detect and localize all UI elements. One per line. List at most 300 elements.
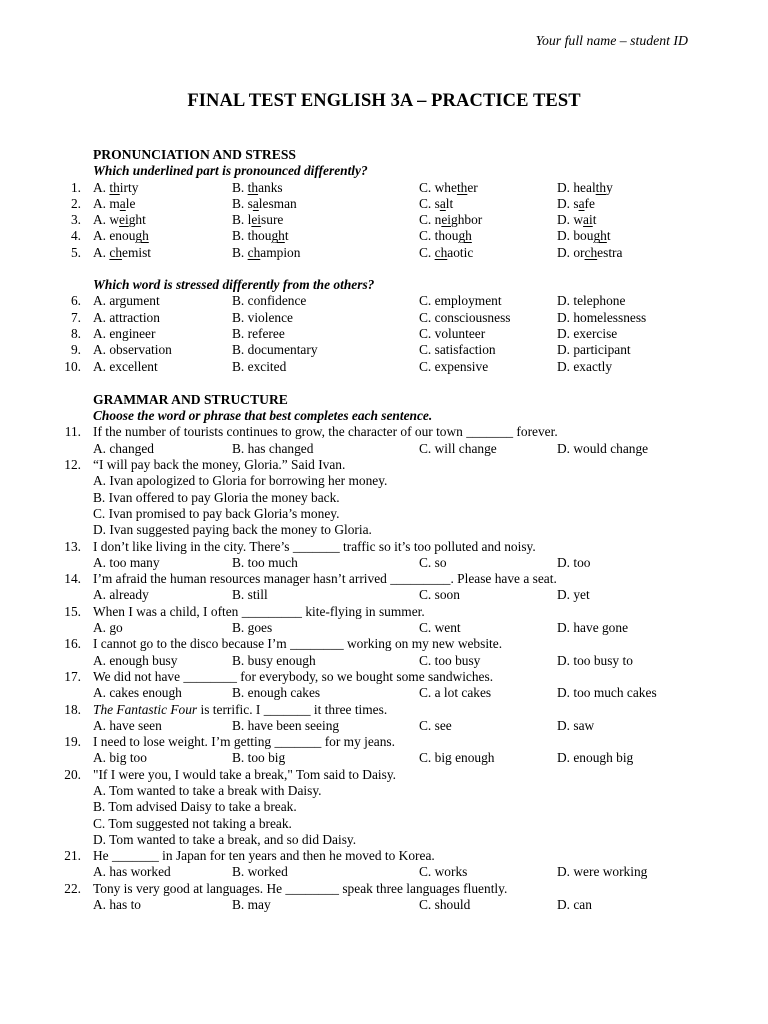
options-row	[0, 342, 768, 358]
options-row	[0, 897, 768, 913]
answer-option	[419, 864, 467, 880]
stem-text: We did not have ________ for everybody, so we bought some sandwiches.	[93, 668, 494, 684]
question-stem	[93, 669, 493, 685]
answer-option	[93, 441, 154, 457]
answer-option	[232, 718, 339, 734]
answer-option	[419, 750, 495, 766]
question-stem	[93, 457, 345, 473]
answer-option	[557, 310, 646, 326]
answer-option	[419, 196, 453, 212]
options-row	[0, 620, 768, 636]
answer-option	[557, 180, 613, 196]
option-text: C. should	[419, 897, 471, 913]
answer-option	[557, 326, 617, 342]
stem-text: I need to lose weight. I’m getting _______ for my jeans.	[93, 734, 395, 750]
answer-option	[419, 228, 472, 244]
option-text: C. volunteer	[419, 326, 486, 342]
underlined-part: ch	[434, 244, 448, 260]
stem-text: "If I were you, I would take a break," Tom said to Daisy.	[93, 766, 397, 782]
options-row	[0, 816, 768, 832]
question-stem	[93, 539, 536, 555]
italic-title: The Fantastic Four	[93, 701, 198, 717]
option-text: C. n	[419, 212, 442, 228]
answer-option	[419, 441, 497, 457]
question-stem	[93, 571, 557, 587]
answer-option	[557, 897, 592, 913]
option-text: A.	[93, 179, 110, 195]
option-text: A. attraction	[93, 309, 160, 325]
answer-option	[419, 342, 496, 358]
answer-option	[93, 326, 155, 342]
answer-option	[557, 245, 622, 261]
answer-option	[232, 245, 300, 261]
option-text: D. exactly	[557, 358, 613, 374]
answer-option	[557, 441, 648, 457]
question-number: 18.	[64, 701, 81, 717]
stem-text: When I was a child, I often _________ kite-flying in summer.	[93, 603, 425, 619]
answer-option	[557, 212, 596, 228]
option-text: A. engineer	[93, 326, 156, 342]
answer-option	[93, 555, 160, 571]
option-text: D. telephone	[557, 293, 626, 309]
answer-option	[232, 864, 288, 880]
options-row	[0, 359, 768, 375]
option-text: le	[125, 195, 136, 211]
option-text: D. homelessness	[557, 309, 647, 325]
answer-option	[557, 864, 647, 880]
option-text: D. participant	[557, 342, 631, 358]
option-text: B. thou	[232, 228, 272, 244]
answer-option	[93, 359, 158, 375]
question-number: 4.	[70, 228, 81, 244]
answer-option	[93, 653, 177, 669]
options-row	[0, 832, 768, 848]
option-text: C. went	[419, 620, 461, 636]
answer-option	[419, 310, 511, 326]
option-text: C. s	[419, 195, 440, 211]
test-content	[0, 146, 768, 913]
answer-option: C. Ivan promised to pay back Gloria’s money.	[93, 505, 340, 521]
stem-text: is terrific. I _______ it three times.	[197, 701, 388, 717]
option-text: C. big enough	[419, 750, 495, 766]
option-text: B. have been seeing	[232, 717, 340, 733]
option-text: D. would change	[557, 440, 649, 456]
option-text: estra	[597, 244, 623, 260]
answer-option: B. Ivan offered to pay Gloria the money back.	[93, 489, 340, 505]
answer-option	[232, 685, 320, 701]
answer-option	[93, 864, 171, 880]
stem-text: I cannot go to the disco because I’m ________ working on my new website.	[93, 636, 503, 652]
options-row	[0, 490, 768, 506]
options-row	[0, 555, 768, 571]
question-stem	[93, 604, 425, 620]
stem-text: Tony is very good at languages. He ________ speak three languages fluently.	[93, 880, 508, 896]
answer-option	[93, 587, 149, 603]
options-row	[0, 245, 768, 261]
underlined-part: th	[109, 179, 120, 195]
underlined-part: gh	[135, 228, 149, 244]
option-text: D. enough big	[557, 750, 634, 766]
option-text: A. enough busy	[93, 652, 178, 668]
option-text: B. l	[232, 212, 252, 228]
option-text: D. saw	[557, 717, 595, 733]
answer-option	[93, 180, 138, 196]
option-text: D. heal	[557, 179, 596, 195]
stem-text: If the number of tourists continues to grow, the character of our town _______ forever.	[93, 424, 558, 440]
option-text: B. worked	[232, 864, 288, 880]
question-number: 17.	[64, 668, 81, 684]
answer-option	[232, 228, 289, 244]
underlined-part: ei	[441, 212, 451, 228]
underlined-part: a	[252, 195, 259, 211]
question-number: 9.	[70, 342, 81, 358]
question-number: 3.	[70, 212, 81, 228]
answer-option: B. Tom advised Daisy to take a break.	[93, 799, 297, 815]
answer-option	[232, 897, 271, 913]
question-stem-row	[0, 767, 768, 783]
question-number: 6.	[70, 293, 81, 309]
option-text: B. has changed	[232, 440, 314, 456]
answer-option	[93, 196, 135, 212]
option-text: D. can	[557, 897, 592, 913]
option-text: D. w	[557, 212, 584, 228]
answer-option	[93, 342, 172, 358]
question-stem-row	[0, 848, 768, 864]
option-text: B.	[232, 244, 248, 260]
answer-option	[557, 555, 590, 571]
question-stem	[93, 424, 558, 440]
question-number: 19.	[64, 734, 81, 750]
options-row	[0, 441, 768, 457]
answer-option	[93, 310, 160, 326]
answer-option	[232, 310, 293, 326]
option-text: A. changed	[93, 440, 154, 456]
option-text: t	[592, 212, 597, 228]
option-text: C. too busy	[419, 652, 481, 668]
answer-option	[232, 587, 268, 603]
answer-option	[419, 359, 488, 375]
option-text: ampion	[260, 244, 301, 260]
options-row	[0, 587, 768, 603]
underlined-part: a	[578, 195, 585, 211]
answer-option	[419, 293, 502, 309]
option-text: B. violence	[232, 309, 293, 325]
option-text: D. bou	[557, 228, 594, 244]
option-text: A. already	[93, 587, 149, 603]
option-text: ght	[128, 212, 146, 228]
options-row	[0, 685, 768, 701]
answer-option	[557, 653, 633, 669]
answer-option	[93, 685, 182, 701]
answer-option	[232, 441, 313, 457]
answer-option	[419, 587, 460, 603]
option-text: C. consciousness	[419, 309, 511, 325]
option-text: B. still	[232, 587, 268, 603]
underlined-part: ai	[583, 212, 593, 228]
options-row	[0, 180, 768, 196]
options-row	[0, 310, 768, 326]
answer-option	[557, 685, 657, 701]
options-row	[0, 293, 768, 309]
stem-text: “I will pay back the money, Gloria.” Said Ivan.	[93, 457, 346, 473]
answer-option	[232, 359, 286, 375]
question-number: 13.	[64, 538, 81, 554]
options-row	[0, 783, 768, 799]
question-stem-row	[0, 734, 768, 750]
answer-option	[93, 620, 123, 636]
underlined-part: gh	[271, 228, 285, 244]
option-text: C. works	[419, 864, 468, 880]
answer-option	[232, 750, 285, 766]
option-text: C. thou	[419, 228, 459, 244]
option-text: B. busy enough	[232, 652, 316, 668]
option-text: t	[606, 228, 611, 244]
option-text: A. too many	[93, 554, 160, 570]
option-text: fe	[584, 195, 595, 211]
options-row	[0, 718, 768, 734]
answer-option: D. Ivan suggested paying back the money to Gloria.	[93, 522, 372, 538]
option-text: C. satisfaction	[419, 342, 496, 358]
option-text: er	[467, 179, 478, 195]
answer-option: C. Tom suggested not taking a break.	[93, 815, 292, 831]
answer-option	[557, 718, 594, 734]
options-row	[0, 212, 768, 228]
underlined-part: ei	[251, 212, 262, 228]
underlined-part: a	[439, 195, 446, 211]
question-number: 12.	[64, 457, 81, 473]
answer-option	[557, 620, 628, 636]
options-row	[0, 196, 768, 212]
answer-option	[557, 196, 595, 212]
underlined-part: a	[119, 195, 126, 211]
underlined-part: ch	[584, 244, 598, 260]
option-text: B. confidence	[232, 293, 307, 309]
option-text: A. enou	[93, 228, 136, 244]
option-text: A. has worked	[93, 864, 171, 880]
question-stem	[93, 848, 435, 864]
options-row	[0, 864, 768, 880]
underlined-part: gh	[593, 228, 607, 244]
option-text: A. m	[93, 195, 120, 211]
answer-option: D. Tom wanted to take a break, and so did Daisy.	[93, 831, 357, 847]
option-text: D. yet	[557, 587, 590, 603]
options-row	[0, 473, 768, 489]
question-stem	[93, 636, 502, 652]
option-text: B. s	[232, 195, 253, 211]
question-number: 10.	[64, 358, 81, 374]
underlined-part: ei	[119, 212, 129, 228]
answer-option	[557, 342, 631, 358]
option-text: C. will change	[419, 440, 497, 456]
option-text: A. go	[93, 620, 123, 636]
underlined-part: ch	[247, 244, 261, 260]
answer-option	[232, 342, 318, 358]
answer-option	[419, 718, 452, 734]
question-stem	[93, 881, 507, 897]
option-text: B.	[232, 179, 248, 195]
page-title: FINAL TEST ENGLISH 3A – PRACTICE TEST	[187, 91, 581, 111]
question-number: 20.	[64, 766, 81, 782]
option-text: C.	[419, 244, 435, 260]
answer-option	[419, 897, 470, 913]
option-text: B. too much	[232, 554, 298, 570]
answer-option	[557, 293, 625, 309]
answer-option	[419, 685, 491, 701]
answer-option	[232, 212, 283, 228]
answer-option	[419, 212, 482, 228]
option-text: A. argument	[93, 293, 160, 309]
option-text: C. see	[419, 717, 452, 733]
answer-option	[557, 750, 633, 766]
answer-option	[557, 228, 611, 244]
answer-option	[419, 180, 478, 196]
option-text: C. whe	[419, 179, 457, 195]
option-text: ghbor	[451, 212, 483, 228]
question-number: 22.	[64, 880, 81, 896]
option-text: B. documentary	[232, 342, 318, 358]
question-stem-row	[0, 702, 768, 718]
option-text: A. have seen	[93, 717, 162, 733]
answer-option	[93, 897, 141, 913]
instruction-text: Choose the word or phrase that best completes each sentence.	[93, 407, 433, 423]
option-text: B. too big	[232, 750, 286, 766]
answer-option	[232, 326, 285, 342]
question-stem	[93, 767, 396, 783]
stem-text: He _______ in Japan for ten years and then he moved to Korea.	[93, 848, 435, 864]
answer-option	[93, 228, 149, 244]
options-row	[0, 799, 768, 815]
student-name-line: Your full name – student ID	[535, 33, 688, 48]
question-stem-row	[0, 457, 768, 473]
instruction-text: Which underlined part is pronounced differently?	[93, 163, 368, 178]
answer-option	[419, 555, 447, 571]
question-stem-row	[0, 571, 768, 587]
option-text: lt	[445, 195, 454, 211]
answer-option	[232, 620, 272, 636]
instruction-text: Which word is stressed differently from the others?	[93, 276, 375, 292]
answer-option	[93, 750, 147, 766]
stem-text: I’m afraid the human resources manager hasn’t arrived _________. Please have a seat.	[93, 571, 557, 587]
section-heading: GRAMMAR AND STRUCTURE	[93, 391, 288, 407]
answer-option	[419, 245, 473, 261]
option-text: y	[606, 179, 613, 195]
answer-option	[232, 653, 316, 669]
option-text: aotic	[447, 244, 474, 260]
option-text: t	[284, 228, 289, 244]
option-text: B. may	[232, 897, 271, 913]
option-text: D. were working	[557, 864, 648, 880]
option-text: C. a lot cakes	[419, 685, 492, 701]
option-text: D. too much cakes	[557, 685, 657, 701]
question-stem	[93, 734, 395, 750]
option-text: D. or	[557, 244, 585, 260]
question-number: 21.	[64, 848, 81, 864]
question-number: 8.	[70, 326, 81, 342]
option-text: D. s	[557, 195, 579, 211]
option-text: C. employment	[419, 293, 502, 309]
option-text: A. cakes enough	[93, 685, 182, 701]
option-text: A. observation	[93, 342, 172, 358]
option-text: A. w	[93, 212, 120, 228]
option-text: sure	[261, 212, 284, 228]
stem-text: I don’t like living in the city. There’s _______ traffic so it’s too polluted and noisy.	[93, 538, 536, 554]
answer-option	[557, 359, 612, 375]
option-text: A. big too	[93, 750, 147, 766]
options-row	[0, 653, 768, 669]
question-stem-row	[0, 604, 768, 620]
underlined-part: th	[247, 179, 259, 195]
answer-option	[232, 196, 297, 212]
options-row	[0, 326, 768, 342]
option-text: B. enough cakes	[232, 685, 321, 701]
option-text: emist	[122, 244, 152, 260]
question-number: 7.	[70, 309, 81, 325]
question-number: 14.	[64, 571, 81, 587]
options-row	[0, 228, 768, 244]
option-text: irty	[119, 179, 139, 195]
answer-option: A. Tom wanted to take a break with Daisy.	[93, 783, 322, 798]
option-text: C. soon	[419, 587, 460, 603]
underlined-part: ch	[109, 244, 123, 260]
options-row	[0, 506, 768, 522]
option-text: B. goes	[232, 620, 273, 636]
answer-option	[232, 293, 306, 309]
question-stem-row	[0, 636, 768, 652]
option-text: anks	[258, 179, 283, 195]
section-heading: PRONUNCIATION AND STRESS	[93, 147, 296, 162]
answer-option	[419, 620, 461, 636]
answer-option	[93, 718, 162, 734]
underlined-part: gh	[458, 228, 472, 244]
question-stem-row	[0, 424, 768, 440]
option-text: D. have gone	[557, 620, 629, 636]
question-number: 15.	[64, 603, 81, 619]
question-stem-row	[0, 881, 768, 897]
answer-option	[419, 326, 485, 342]
answer-option	[93, 293, 160, 309]
question-number: 5.	[70, 244, 81, 260]
option-text: A. has to	[93, 897, 141, 913]
answer-option	[232, 555, 298, 571]
options-row	[0, 522, 768, 538]
option-text: D. too busy to	[557, 652, 633, 668]
option-text: C. so	[419, 554, 447, 570]
answer-option: A. Ivan apologized to Gloria for borrowing her money.	[93, 473, 388, 489]
question-number: 2.	[70, 195, 81, 211]
option-text: D. too	[557, 554, 591, 570]
option-text: lesman	[258, 195, 297, 211]
option-text: A.	[93, 244, 110, 260]
answer-option	[232, 180, 283, 196]
underlined-part: th	[456, 179, 468, 195]
option-text: A. excellent	[93, 358, 158, 374]
answer-option	[93, 212, 146, 228]
question-number: 16.	[64, 636, 81, 652]
options-row	[0, 750, 768, 766]
option-text: D. exercise	[557, 326, 618, 342]
option-text: B. referee	[232, 326, 285, 342]
question-number: 11.	[64, 424, 81, 440]
question-number: 1.	[70, 179, 81, 195]
option-text: B. excited	[232, 358, 287, 374]
answer-option	[93, 245, 151, 261]
option-text: C. expensive	[419, 358, 489, 374]
question-stem	[93, 702, 387, 718]
question-stem-row	[0, 539, 768, 555]
question-stem-row	[0, 669, 768, 685]
underlined-part: th	[595, 179, 607, 195]
answer-option	[557, 587, 590, 603]
